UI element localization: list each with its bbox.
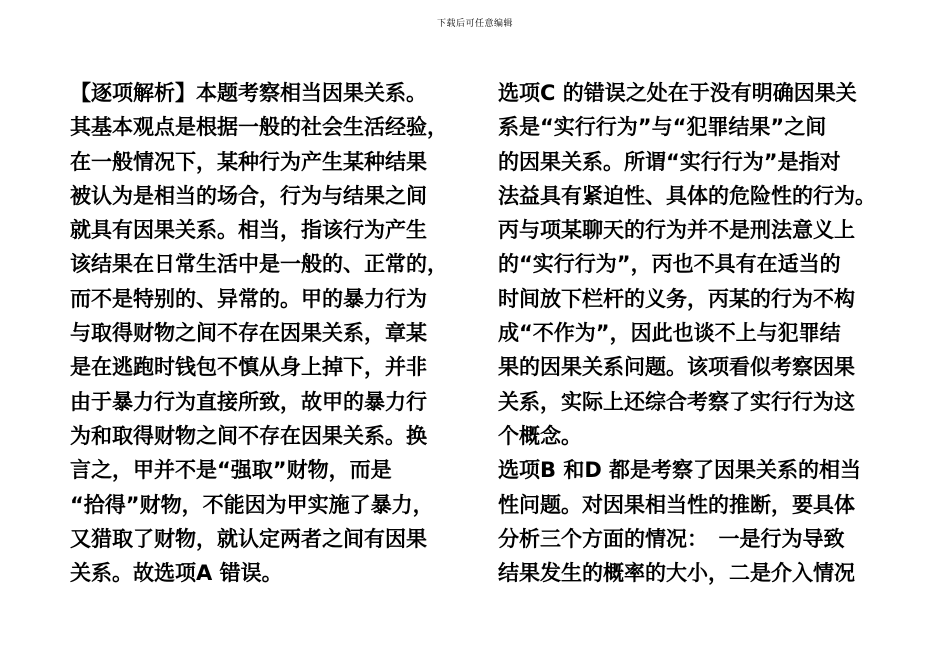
text-line: 又猎取了财物，就认定两者之间有因果 [70, 526, 427, 551]
text-line: 时间放下栏杆的义务，丙某的行为不构 [498, 286, 855, 311]
text-line: 被认为是相当的场合，行为与结果之间 [70, 183, 427, 208]
text-line: 为和取得财物之间不存在因果关系。换 [70, 423, 427, 448]
text-line: 该结果在日常生活中是一般的、正常的， [70, 252, 448, 277]
page-header-note: 下载后可任意编辑 [436, 19, 513, 29]
text-line: 在一般情况下，某种行为产生某种结果 [70, 149, 427, 174]
text-line: 【逐项解析】本题考察相当因果关系。 [70, 81, 427, 105]
text-line: 关系，实际上还综合考察了实行行为这 [498, 389, 855, 414]
text-line: 选项C 的错误之处在于没有明确因果关 [498, 81, 857, 105]
left-text-column [70, 76, 470, 590]
text-line: 而不是特别的、异常的。甲的暴力行为 [70, 286, 427, 311]
text-line: 系是“实行行为”与“犯罪结果”之间 [498, 115, 827, 140]
text-line: 的因果关系。所谓“实行行为”是指对 [498, 149, 841, 174]
text-line: 选项B 和D 都是考察了因果关系的相当 [498, 458, 862, 483]
text-line: 与取得财物之间不存在因果关系，章某 [70, 321, 427, 346]
text-line: 的“实行行为”，丙也不具有在适当的 [498, 252, 841, 277]
text-line: 关系。故选项A 错误。 [70, 561, 283, 586]
text-line: 由于暴力行为直接所致，故甲的暴力行 [70, 389, 427, 414]
text-line: 就具有因果关系。相当，指该行为产生 [70, 218, 427, 243]
text-line: 成“不作为”，因此也谈不上与犯罪结 [498, 321, 841, 346]
text-line: 丙与项某聊天的行为并不是刑法意义上 [498, 218, 855, 243]
text-line: 结果发生的概率的大小，二是介入情况 [498, 561, 855, 586]
text-line: 其基本观点是根据一般的社会生活经验， [70, 115, 448, 140]
text-line: “拾得”财物，不能因为甲实施了暴力， [70, 492, 434, 517]
text-line: 法益具有紧迫性、具体的危险性的行为。 [498, 183, 876, 208]
text-line: 是在逃跑时钱包不慎从身上掉下，并非 [70, 355, 427, 380]
text-line: 个概念。 [498, 423, 582, 448]
text-line: 分析三个方面的情况： 一是行为导致 [498, 526, 845, 551]
text-line: 果的因果关系问题。该项看似考察因果 [498, 355, 855, 380]
right-text-column [498, 76, 908, 590]
text-line: 性问题。对因果相当性的推断，要具体 [498, 492, 855, 517]
text-line: 言之，甲并不是“强取”财物，而是 [70, 458, 392, 483]
